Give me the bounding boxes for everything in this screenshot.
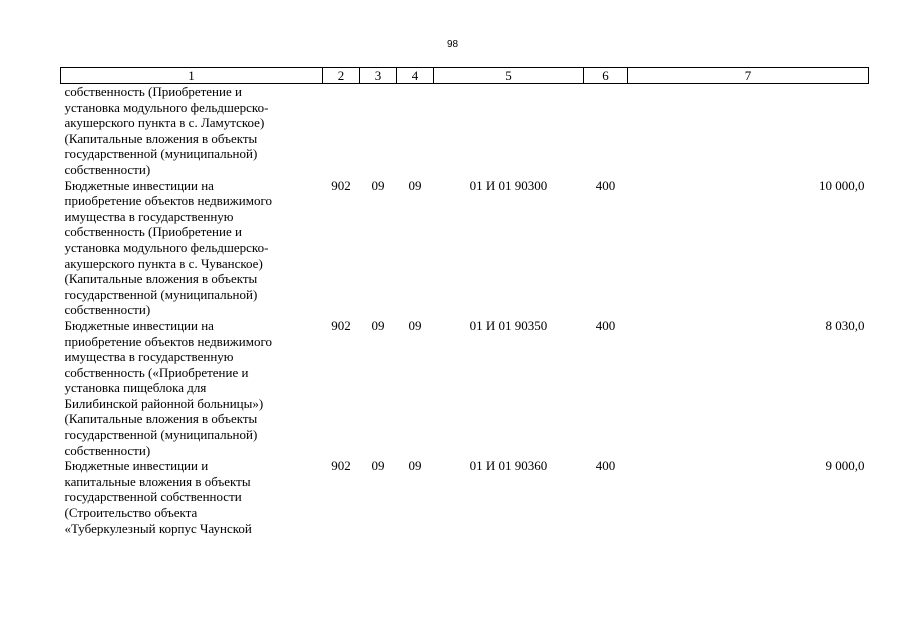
item-name-line: собственности) bbox=[64, 161, 151, 177]
item-name-line: «Туберкулезный корпус Чаунской bbox=[64, 520, 252, 536]
item-name-line: акушерского пункта в с. Чуванское) bbox=[64, 255, 263, 271]
header-cell-7: 7 bbox=[628, 68, 869, 84]
item-name-line: (Строительство объекта bbox=[64, 505, 198, 521]
item-name-line: установка пищеблока для bbox=[64, 380, 207, 396]
expense-type-cell: 400 bbox=[595, 458, 616, 474]
table-row bbox=[61, 178, 869, 318]
section-cell bbox=[360, 84, 397, 178]
item-name-line: собственности) bbox=[64, 302, 151, 318]
item-name-line: (Капитальные вложения в объекты bbox=[64, 411, 258, 427]
code-cell: 902 bbox=[331, 317, 351, 333]
subsection-cell: 09 bbox=[408, 177, 422, 193]
expense-type-cell: 400 bbox=[595, 177, 616, 193]
section-cell: 09 bbox=[371, 317, 385, 333]
code-cell bbox=[323, 84, 360, 178]
expense-type-cell bbox=[584, 84, 628, 178]
amount-cell: 8 030,0 bbox=[825, 317, 865, 333]
amount-cell: 10 000,0 bbox=[819, 177, 865, 193]
item-name-line: приобретение объектов недвижимого bbox=[64, 333, 272, 349]
header-cell-5: 5 bbox=[434, 68, 584, 84]
item-name-line: государственной собственности bbox=[64, 489, 242, 505]
item-name-cell bbox=[61, 458, 323, 536]
item-name-line: установка модульного фельдшерско- bbox=[64, 99, 269, 115]
item-name-line: государственной (муниципальной) bbox=[64, 146, 258, 162]
item-name-line: приобретение объектов недвижимого bbox=[64, 193, 272, 209]
code-cell: 902 bbox=[331, 177, 351, 193]
item-name-line: установка модульного фельдшерско- bbox=[64, 239, 269, 255]
item-name-line: Бюджетные инвестиции на bbox=[64, 177, 214, 193]
header-cell-6: 6 bbox=[584, 68, 628, 84]
item-name-line: (Капитальные вложения в объекты bbox=[64, 271, 258, 287]
item-name-cell bbox=[61, 84, 323, 178]
subsection-cell: 09 bbox=[408, 458, 422, 474]
item-name-cell bbox=[61, 318, 323, 458]
table-body bbox=[61, 84, 869, 537]
expense-type-cell: 400 bbox=[595, 317, 616, 333]
item-name-line: Билибинской районной больницы») bbox=[64, 395, 264, 411]
target-article-cell bbox=[434, 84, 584, 178]
item-name-line: капитальные вложения в объекты bbox=[64, 473, 251, 489]
amount-cell: 9 000,0 bbox=[825, 458, 865, 474]
item-name-line: (Капитальные вложения в объекты bbox=[64, 130, 258, 146]
header-cell-1: 1 bbox=[61, 68, 323, 84]
target-article-cell: 01 И 01 90300 bbox=[469, 177, 548, 193]
item-name-line: собственность («Приобретение и bbox=[64, 364, 249, 380]
item-name-line: имущества в государственную bbox=[64, 208, 234, 224]
item-name-line: государственной (муниципальной) bbox=[64, 286, 258, 302]
item-name-line: собственность (Приобретение и bbox=[64, 84, 242, 99]
item-name-line: собственности) bbox=[64, 442, 151, 458]
target-article-cell: 01 И 01 90350 bbox=[469, 317, 548, 333]
subsection-cell bbox=[397, 84, 434, 178]
section-cell: 09 bbox=[371, 458, 385, 474]
header-row bbox=[61, 68, 869, 84]
code-cell: 902 bbox=[331, 458, 351, 474]
table-row bbox=[61, 84, 869, 178]
item-name-line: собственность (Приобретение и bbox=[64, 224, 242, 240]
page-number: 98 bbox=[446, 39, 459, 50]
header-cell-3: 3 bbox=[360, 68, 397, 84]
item-name-line: акушерского пункта в с. Ламутское) bbox=[64, 115, 265, 131]
table-row bbox=[61, 318, 869, 458]
budget-table bbox=[60, 67, 869, 536]
header-cell-4: 4 bbox=[397, 68, 434, 84]
item-name-line: имущества в государственную bbox=[64, 349, 234, 365]
section-cell: 09 bbox=[371, 177, 385, 193]
item-name-line: Бюджетные инвестиции на bbox=[64, 317, 214, 333]
header-cell-2: 2 bbox=[323, 68, 360, 84]
subsection-cell: 09 bbox=[408, 317, 422, 333]
item-name-cell bbox=[61, 178, 323, 318]
table-row bbox=[61, 458, 869, 536]
target-article-cell: 01 И 01 90360 bbox=[469, 458, 548, 474]
item-name-line: государственной (муниципальной) bbox=[64, 427, 258, 443]
amount-cell bbox=[628, 84, 869, 178]
item-name-line: Бюджетные инвестиции и bbox=[64, 458, 209, 474]
